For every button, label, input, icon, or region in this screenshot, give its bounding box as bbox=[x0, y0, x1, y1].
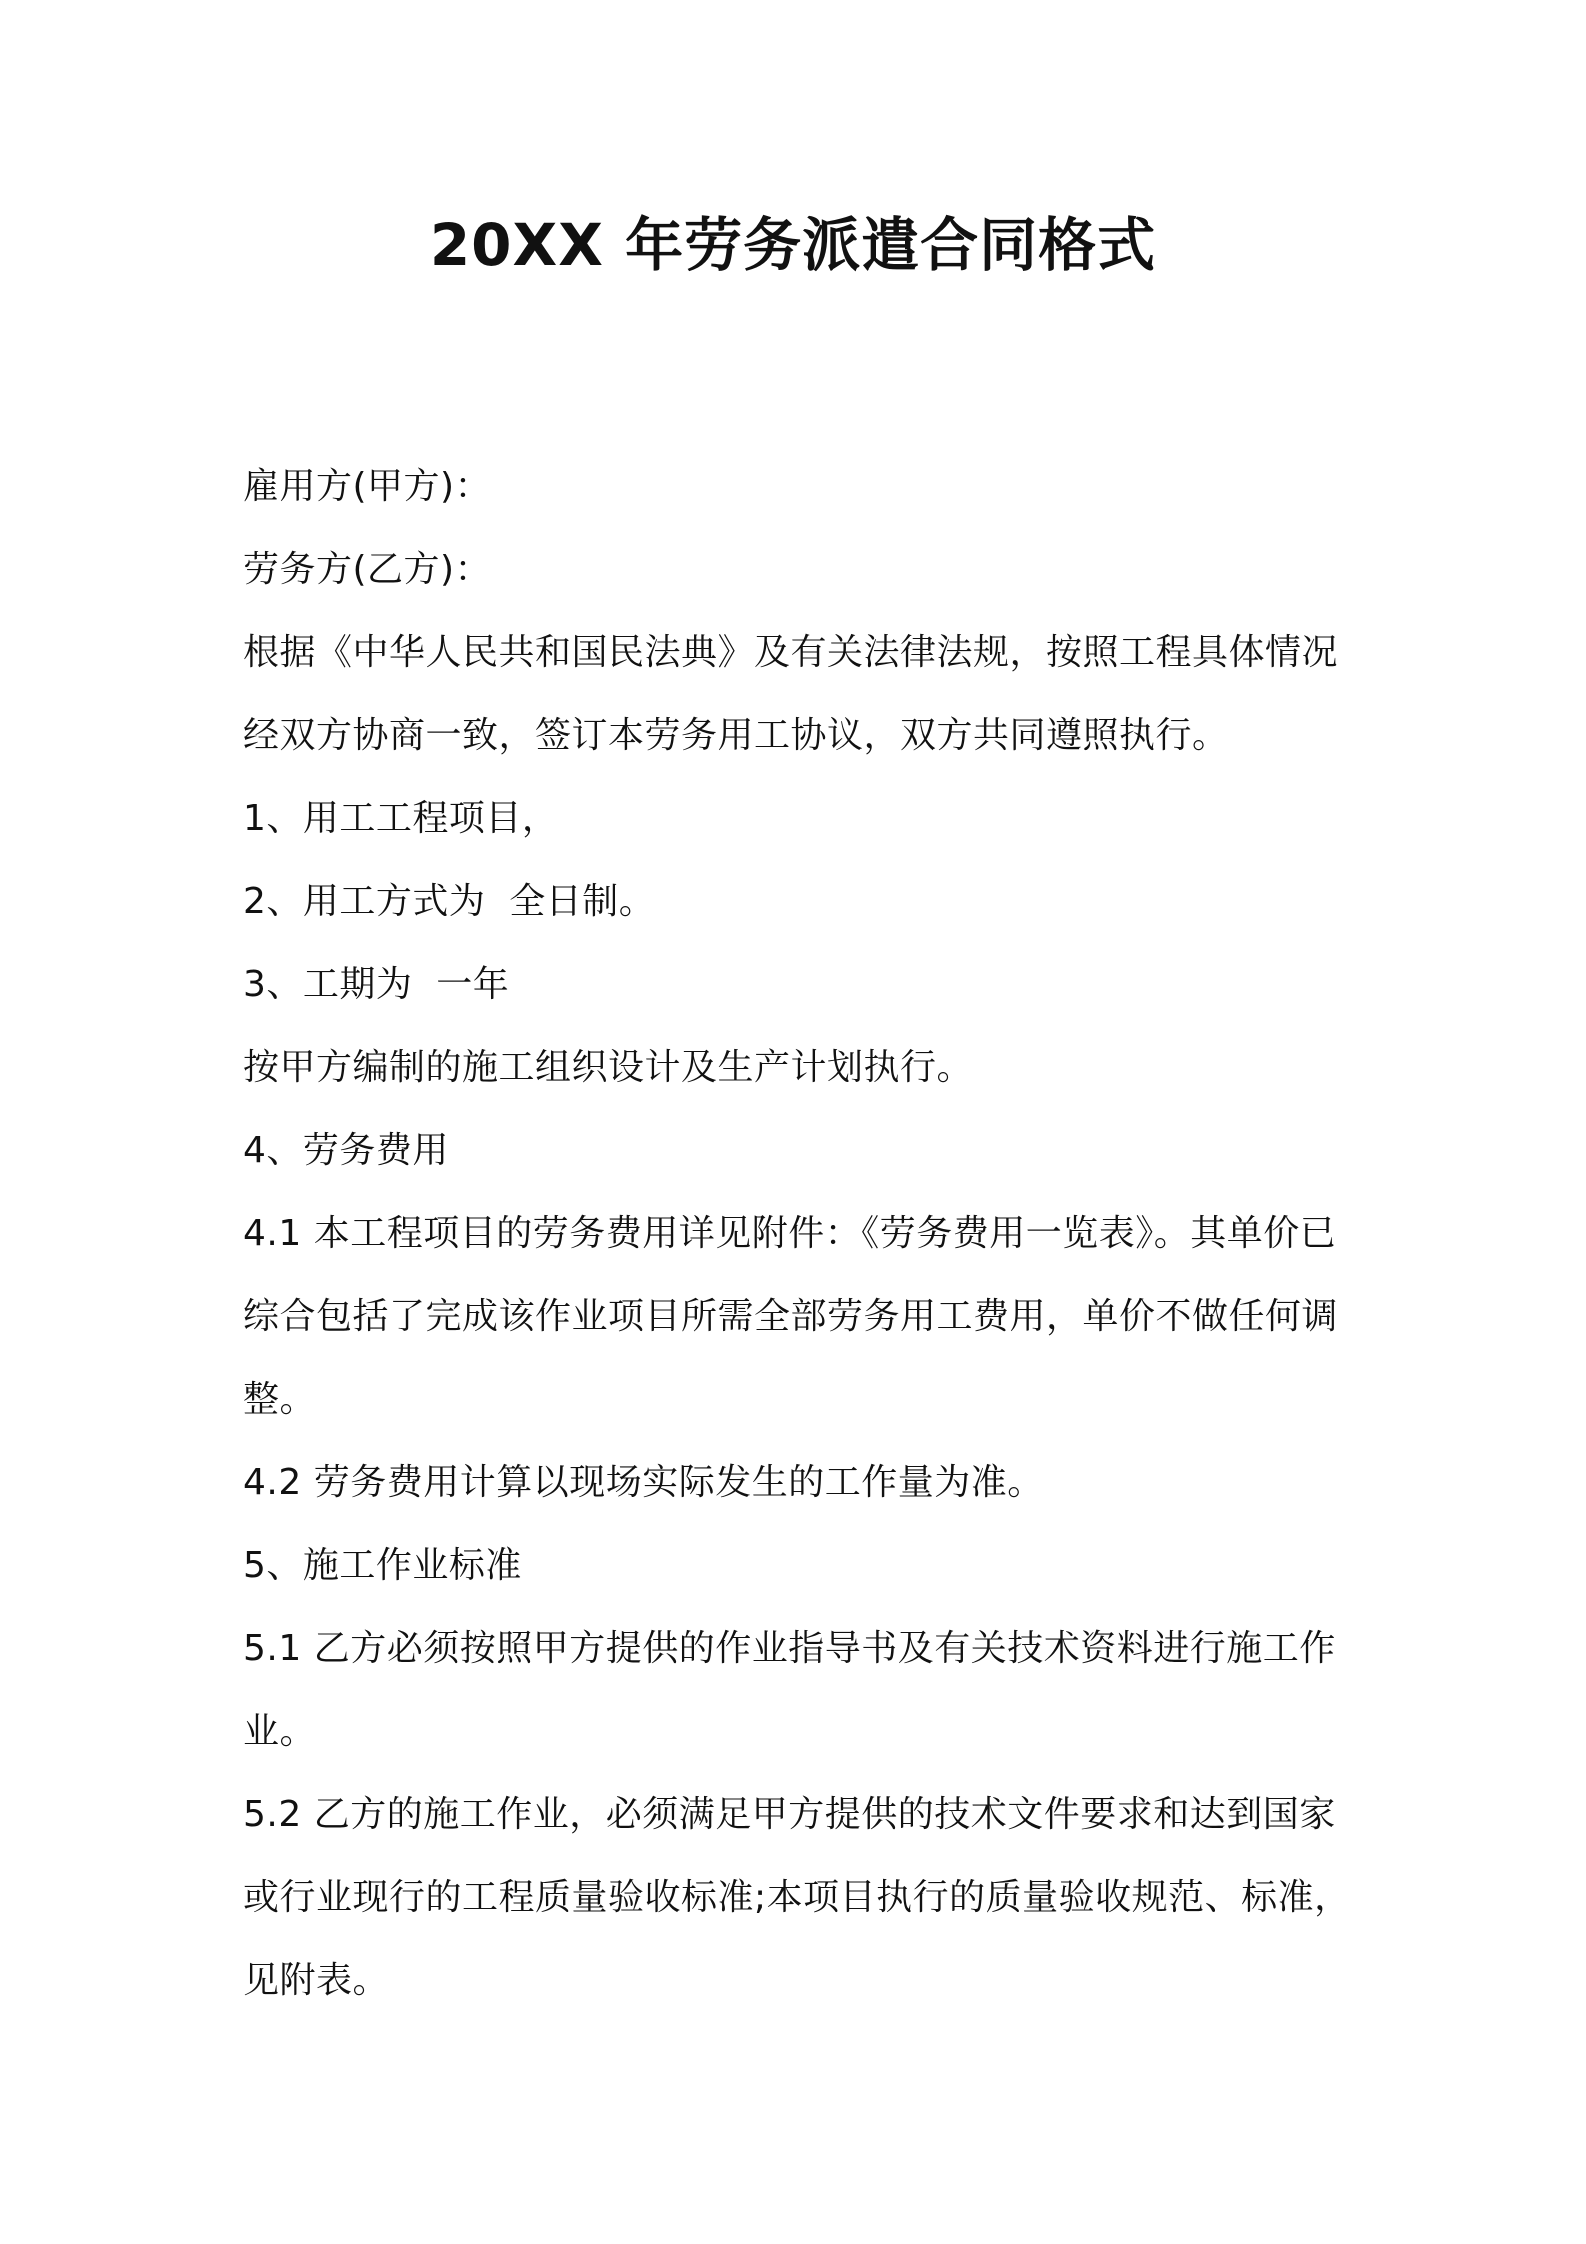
text-line-clause-4: 4、劳务费用 bbox=[243, 1130, 449, 1171]
text-line-clause-4-1c: 整。 bbox=[243, 1379, 317, 1420]
text-line-clause-2: 2、用工方式为 全日制。 bbox=[243, 881, 656, 922]
text-line-clause-4-1a: 4.1 本工程项目的劳务费用详见附件：《劳务费用一览表》。其单价已 bbox=[243, 1213, 1337, 1254]
text-line-clause-4-2: 4.2 劳务费用计算以现场实际发生的工作量为准。 bbox=[243, 1462, 1044, 1503]
text-line-preamble-1: 根据《中华人民共和国民法典》及有关法律法规，按照工程具体情况 bbox=[243, 632, 1339, 673]
text-line-clause-3: 3、工期为 一年 bbox=[243, 964, 510, 1005]
text-line-party-b: 劳务方(乙方)： bbox=[243, 549, 492, 590]
text-line-clause-3-detail: 按甲方编制的施工组织设计及生产计划执行。 bbox=[243, 1047, 974, 1088]
text-line-clause-5-1b: 业。 bbox=[243, 1711, 317, 1752]
text-line-clause-5: 5、施工作业标准 bbox=[243, 1545, 522, 1586]
text-line-clause-5-2c: 见附表。 bbox=[243, 1960, 390, 2001]
text-line-clause-5-2a: 5.2 乙方的施工作业，必须满足甲方提供的技术文件要求和达到国家 bbox=[243, 1794, 1336, 1835]
document-body bbox=[243, 445, 1363, 2022]
text-line-clause-5-1a: 5.1 乙方必须按照甲方提供的作业指导书及有关技术资料进行施工作 bbox=[243, 1628, 1336, 1669]
text-line-preamble-2: 经双方协商一致，签订本劳务用工协议，双方共同遵照执行。 bbox=[243, 715, 1229, 756]
text-line-clause-5-2b: 或行业现行的工程质量验收标准;本项目执行的质量验收规范、标准， bbox=[243, 1877, 1351, 1918]
text-line-clause-1: 1、用工工程项目， bbox=[243, 798, 559, 839]
text-line-clause-4-1b: 综合包括了完成该作业项目所需全部劳务用工费用，单价不做任何调 bbox=[243, 1296, 1339, 1337]
text-line-party-a: 雇用方(甲方)： bbox=[243, 466, 492, 507]
document-title: 20XX 年劳务派遣合同格式 bbox=[429, 211, 1157, 279]
